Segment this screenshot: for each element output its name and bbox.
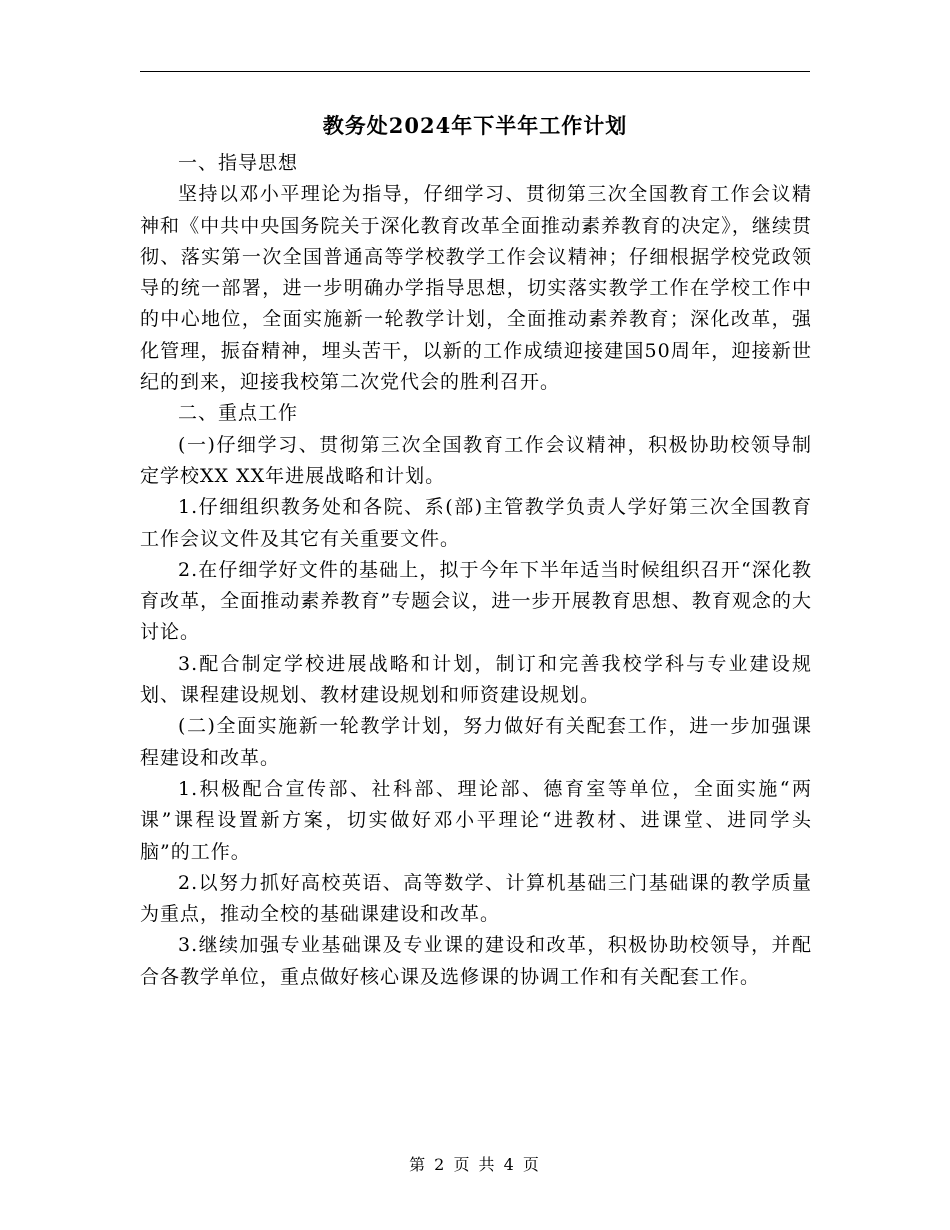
page-number: 第 2 页 共 4 页 — [409, 1155, 541, 1174]
paragraph: (二)全面实施新一轮教学计划，努力做好有关配套工作，进一步加强课程建设和改革。 — [140, 715, 812, 769]
paragraph: 2.在仔细学好文件的基础上，拟于今年下半年适当时候组织召开“深化教育改革，全面推动素养教育”专题会议，进一步开展教育思想、教育观念的大讨论。 — [140, 558, 812, 644]
paragraph: 1.仔细组织教务处和各院、系(部)主管教学负责人学好第三次全国教育工作会议文件及其它有关重要文件。 — [140, 496, 812, 550]
section-heading-guiding-ideology: 一、指导思想 — [178, 152, 299, 174]
document-title: 教务处2024年下半年工作计划 — [322, 113, 628, 138]
paragraph: (一)仔细学习、贯彻第三次全国教育工作会议精神，积极协助校领导制定学校XX XX年进展战略和计划。 — [140, 433, 812, 487]
paragraph: 坚持以邓小平理论为指导，仔细学习、贯彻第三次全国教育工作会议精神和《中共中央国务院关于深化教育改革全面推动素养教育的决定》，继续贯彻、落实第一次全国普通高等学校教学工作会议精神；仔细根据学校党政领导的统一部署，进一步明确办学指导思想，切实落实教学工作在学校工作中的中心地位，全面实施新一轮教学计划，全面推动素养教育；深化改革，强化管理，振奋精神，埋头苦干，以新的工作成绩迎接建国50周年，迎接新世纪的到来，迎接我校第二次党代会的胜利召开。 — [140, 183, 812, 394]
section-heading-key-work: 二、重点工作 — [178, 402, 299, 425]
paragraph: 3.配合制定学校进展战略和计划，制订和完善我校学科与专业建设规划、课程建设规划、教材建设规划和师资建设规划。 — [140, 652, 812, 707]
paragraph: 1.积极配合宣传部、社科部、理论部、德育室等单位，全面实施“两课”课程设置新方案，切实做好邓小平理论“进教材、进课堂、进同学头脑”的工作。 — [140, 777, 812, 863]
paragraph: 2.以努力抓好高校英语、高等数学、计算机基础三门基础课的教学质量为重点，推动全校的基础课建设和改革。 — [140, 871, 812, 926]
document-body — [140, 148, 812, 993]
paragraph: 3.继续加强专业基础课及专业课的建设和改革，积极协助校领导，并配合各教学单位，重点做好核心课及选修课的协调工作和有关配套工作。 — [140, 934, 812, 988]
header-rule — [140, 71, 810, 72]
